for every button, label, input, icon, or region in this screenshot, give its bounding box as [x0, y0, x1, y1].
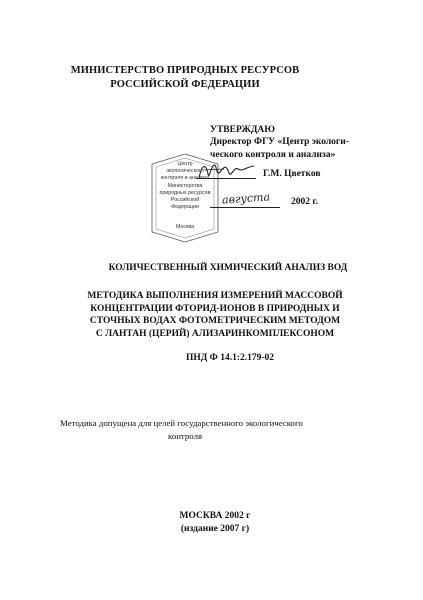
- document-code: ПНД Ф 14.1:2.179-02: [185, 353, 275, 363]
- footer: [110, 510, 320, 536]
- method-title-line-2: КОНЦЕНТРАЦИИ ФТОРИД-ИОНОВ В ПРИРОДНЫХ И: [90, 303, 340, 314]
- method-title: [60, 290, 370, 340]
- approval-year: 2002 г.: [291, 197, 318, 207]
- approval-note-line-1: Методика допущена для целей государственного экологического: [60, 418, 303, 428]
- signature-line: [196, 178, 256, 179]
- stamp-line: Москва: [175, 224, 195, 230]
- approval-note: [60, 417, 370, 443]
- stamp-line: контроля и анализа: [160, 175, 210, 181]
- footer-city-year: МОСКВА 2002 г: [179, 511, 251, 521]
- handwritten-date-month: августа: [221, 190, 271, 207]
- method-title-line-4: С ЛАНТАН (ЦЕРИЙ) АЛИЗАРИНКОМПЛЕКСОНОМ: [95, 328, 335, 339]
- section-title: КОЛИЧЕСТВЕННЫЙ ХИМИЧЕСКИЙ АНАЛИЗ ВОД: [108, 263, 348, 273]
- ministry-line-1: МИНИСТЕРСТВО ПРИРОДНЫХ РЕСУРСОВ: [70, 65, 300, 76]
- approver-position-line-2: ческого контроля и анализа»: [210, 150, 336, 160]
- stamp-line: Российской: [170, 197, 200, 203]
- ministry-header: [60, 64, 310, 92]
- approval-note-line-2: контроля: [168, 431, 203, 441]
- date-line: [210, 207, 280, 208]
- approve-label: УТВЕРЖДАЮ: [210, 125, 275, 135]
- signer-name: Г.М. Цветков: [263, 169, 321, 179]
- footer-edition: (издание 2007 г): [180, 524, 250, 534]
- stamp-line: Центр: [177, 161, 193, 167]
- ministry-line-2: РОССИЙСКОЙ ФЕДЕРАЦИИ: [110, 79, 260, 90]
- stamp-line: Федерации: [171, 204, 199, 210]
- approver-position-line-1: Директор ФГУ «Центр экологи-: [210, 137, 349, 147]
- method-title-line-3: СТОЧНЫХ ВОДАХ ФОТОМЕТРИЧЕСКИМ МЕТОДОМ: [89, 316, 341, 326]
- method-title-line-1: МЕТОДИКА ВЫПОЛНЕНИЯ ИЗМЕРЕНИЙ МАССОВОЙ: [87, 291, 343, 301]
- stamp-line: природных ресурсов: [159, 190, 211, 196]
- stamp-line: Министерства: [167, 183, 203, 189]
- stamp-line: экологического: [166, 168, 204, 174]
